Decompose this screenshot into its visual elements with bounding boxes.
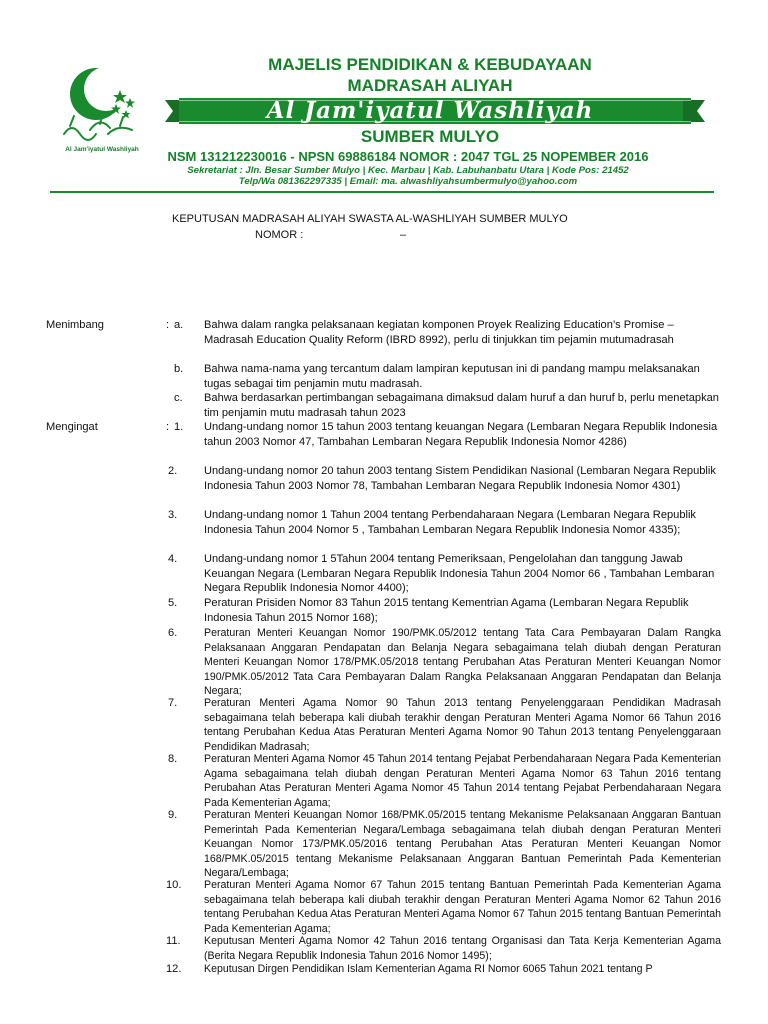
item-text: Bahwa berdasarkan pertimbangan sebagaimana dimaksud dalam huruf a dan huruf b, perlu menetapkan tim penjamin mutu madrasah tahun 2023 <box>204 392 719 419</box>
item-marker: 10. <box>166 879 182 891</box>
menimbang-label: Menimbang <box>46 319 104 331</box>
item-marker: a. <box>174 319 184 331</box>
item-text: Undang-undang nomor 1 Tahun 2004 tentang Perbendaharaan Negara (Lembaran Negara Republik Indonesia Tahun 2004 Nomor 5 , Tambahan Lembaran Negara Republik Indonesia Nomor 4335); <box>204 509 696 536</box>
item-marker: b. <box>174 363 184 375</box>
item-text: Peraturan Menteri Agama Nomor 45 Tahun 2014 tentang Pejabat Perbendaharaan Negara Pada Kementerian Agama sebagaimana telah diubah dengan Peraturan Menteri Agama Nomor 63 Tahun 2016 tentang Perubahan Atas Peraturan Menteri Agama Nomor 45 Tahun 2014 tentang Pejabat Perbendaharaan Negara Pada Kementerian Agama; <box>204 753 721 809</box>
item-text: Bahwa nama-nama yang tercantum dalam lampiran keputusan ini di pandang mampu melaksanakan tugas sebagai tim penjamin mutu madrasah. <box>204 363 700 390</box>
logo-caption: Al Jam'iyatul Washliyah <box>65 146 139 153</box>
nomor-dash: – <box>400 229 407 241</box>
item-marker: 3. <box>168 509 178 521</box>
item-text: Undang-undang nomor 20 tahun 2003 tentang Sistem Pendidikan Nasional (Lembaran Negara Republik Indonesia Tahun 2003 Nomor 78, Tambahan Lembaran Negara Republik Indonesia Nomor 4301) <box>204 465 716 492</box>
institution-line-3: SUMBER MULYO <box>360 127 500 146</box>
secretariat-address: Sekretariat : Jln. Besar Sumber Mulyo | Kec. Marbau | Kab. Labuhanbatu Utara | Kode Pos: 21452 <box>187 165 629 176</box>
item-text: Peraturan Menteri Keuangan Nomor 168/PMK.05/2015 tentang Mekanisme Pelaksanaan Anggaran Bantuan Pemerintah Pada Kementerian Negara/Lembaga sebagaimana telah diubah dengan Peraturan Menteri Keuangan Nomor 173/PMK.05/2016 tentang Perubahan Atas Peraturan Menteri Keuangan Nomor 168/PMK.05/2015 tentang Mekanisme Pelaksanaan Anggaran Bantuan Pemerintah Pada Kementerian Negara/Lembaga; <box>204 809 721 880</box>
letterhead-divider <box>50 191 714 193</box>
crescent-star-logo-icon <box>50 64 150 146</box>
item-marker: 4. <box>168 553 178 565</box>
item-text: Peraturan Menteri Agama Nomor 67 Tahun 2015 tentang Bantuan Pemerintah Pada Kementerian Agama sebagaimana telah beberapa kali diubah terakhir dengan Peraturan Menteri Agama Nomor 62 Tahun 2016 tentang Perubahan Kedua Atas Peraturan Menteri Agama Nomor 67 Tahun 2015 tentang Bantuan Pemerintah Pada Kementerian Agama; <box>204 879 721 935</box>
item-marker: 7. <box>168 697 178 709</box>
item-marker: 11. <box>166 935 181 947</box>
item-marker: c. <box>174 392 183 404</box>
item-marker: 2. <box>168 465 178 477</box>
item-text: Keputusan Menteri Agama Nomor 42 Tahun 2016 tentang Organisasi dan Tata Kerja Kementerian Agama (Berita Negara Republik Indonesia Tahun 2016 Nomor 1495); <box>204 935 721 962</box>
nomor-label: NOMOR : <box>255 229 304 241</box>
mengingat-colon: : <box>166 421 170 433</box>
document-title: KEPUTUSAN MADRASAH ALIYAH SWASTA AL-WASHLIYAH SUMBER MULYO <box>172 213 568 225</box>
item-text: Keputusan Dirgen Pendidikan Islam Kementerian Agama RI Nomor 6065 Tahun 2021 tentang P <box>204 963 653 975</box>
item-text: Peraturan Menteri Keuangan Nomor 190/PMK.05/2012 tentang Tata Cara Pembayaran Dalam Rangka Pelaksanaan Anggaran Pendapatan dan Belanja Negara sebagaimana telah diubah dengan Peraturan Menteri Keuangan Nomor 178/PMK.05/2018 tentang Perubahan Atas Peraturan Menteri Keuangan Nomor 190/PMK.05/2012 Tata Cara Pembayaran Dalam Rangka Pelaksanaan Anggaran Pendapatan dan Belanja Negara; <box>204 627 721 698</box>
item-marker: 12. <box>166 963 182 975</box>
registration-numbers: NSM 131212230016 - NPSN 69886184 NOMOR : 2047 TGL 25 NOPEMBER 2016 <box>167 149 649 164</box>
menimbang-colon: : <box>166 319 170 331</box>
mengingat-label: Mengingat <box>46 421 98 433</box>
item-marker: 1. <box>174 421 184 433</box>
institution-line-1: MAJELIS PENDIDIKAN & KEBUDAYAAN <box>268 55 592 74</box>
institution-line-2: MADRASAH ALIYAH <box>347 76 513 95</box>
item-text: Peraturan Prisiden Nomor 83 Tahun 2015 tentang Kementrian Agama (Lembaran Negara Republik Indonesia Tahun 2015 Nomor 168); <box>204 597 689 624</box>
item-text: Bahwa dalam rangka pelaksanaan kegiatan komponen Proyek Realizing Education’s Promise – Madrasah Education Quality Reform (IBRD 8992), perlu di tinjukkan tim pejamin mutumadrasah <box>204 319 674 346</box>
item-text: Peraturan Menteri Agama Nomor 90 Tahun 2013 tentang Penyelenggaraan Pendidikan Madrasah sebagaimana telah beberapa kali diubah terakhir dengan Peraturan Menteri Agama Nomor 66 Tahun 2016 tentang Perubahan Kedua Atas Peraturan Menteri Agama Nomor 90 Tahun 2013 tentang Penyelenggaraan Pendidikan Madrasah; <box>204 697 721 753</box>
item-marker: 8. <box>168 753 178 765</box>
item-marker: 6. <box>168 627 178 639</box>
item-text: Undang-undang nomor 1 5Tahun 2004 tentang Pemeriksaan, Pengelolahan dan tanggung Jawab Keuangan Negara (Lembaran Negara Republik Indonesia Tahun 2004 Nomor 66 , Tambahan Lembaran Negara Republik Indonesia Nomor 4400); <box>204 553 715 595</box>
document-number <box>255 229 407 241</box>
item-marker: 5. <box>168 597 178 609</box>
letterhead <box>0 0 768 200</box>
contact-info: Telp/Wa 081362297335 | Email: ma. alwashliyahsumbermulyo@yahoo.com <box>238 176 578 187</box>
banner-title: Al Jam'iyatul Washliyah <box>266 97 594 124</box>
item-marker: 9. <box>168 809 178 821</box>
item-text: Undang-undang nomor 15 tahun 2003 tentang keuangan Negara (Lembaran Negara Republik Indonesia tahun 2003 Nomor 47, Tambahan Lembaran Negara Republik Indonesia Nomor 4286) <box>204 421 718 448</box>
